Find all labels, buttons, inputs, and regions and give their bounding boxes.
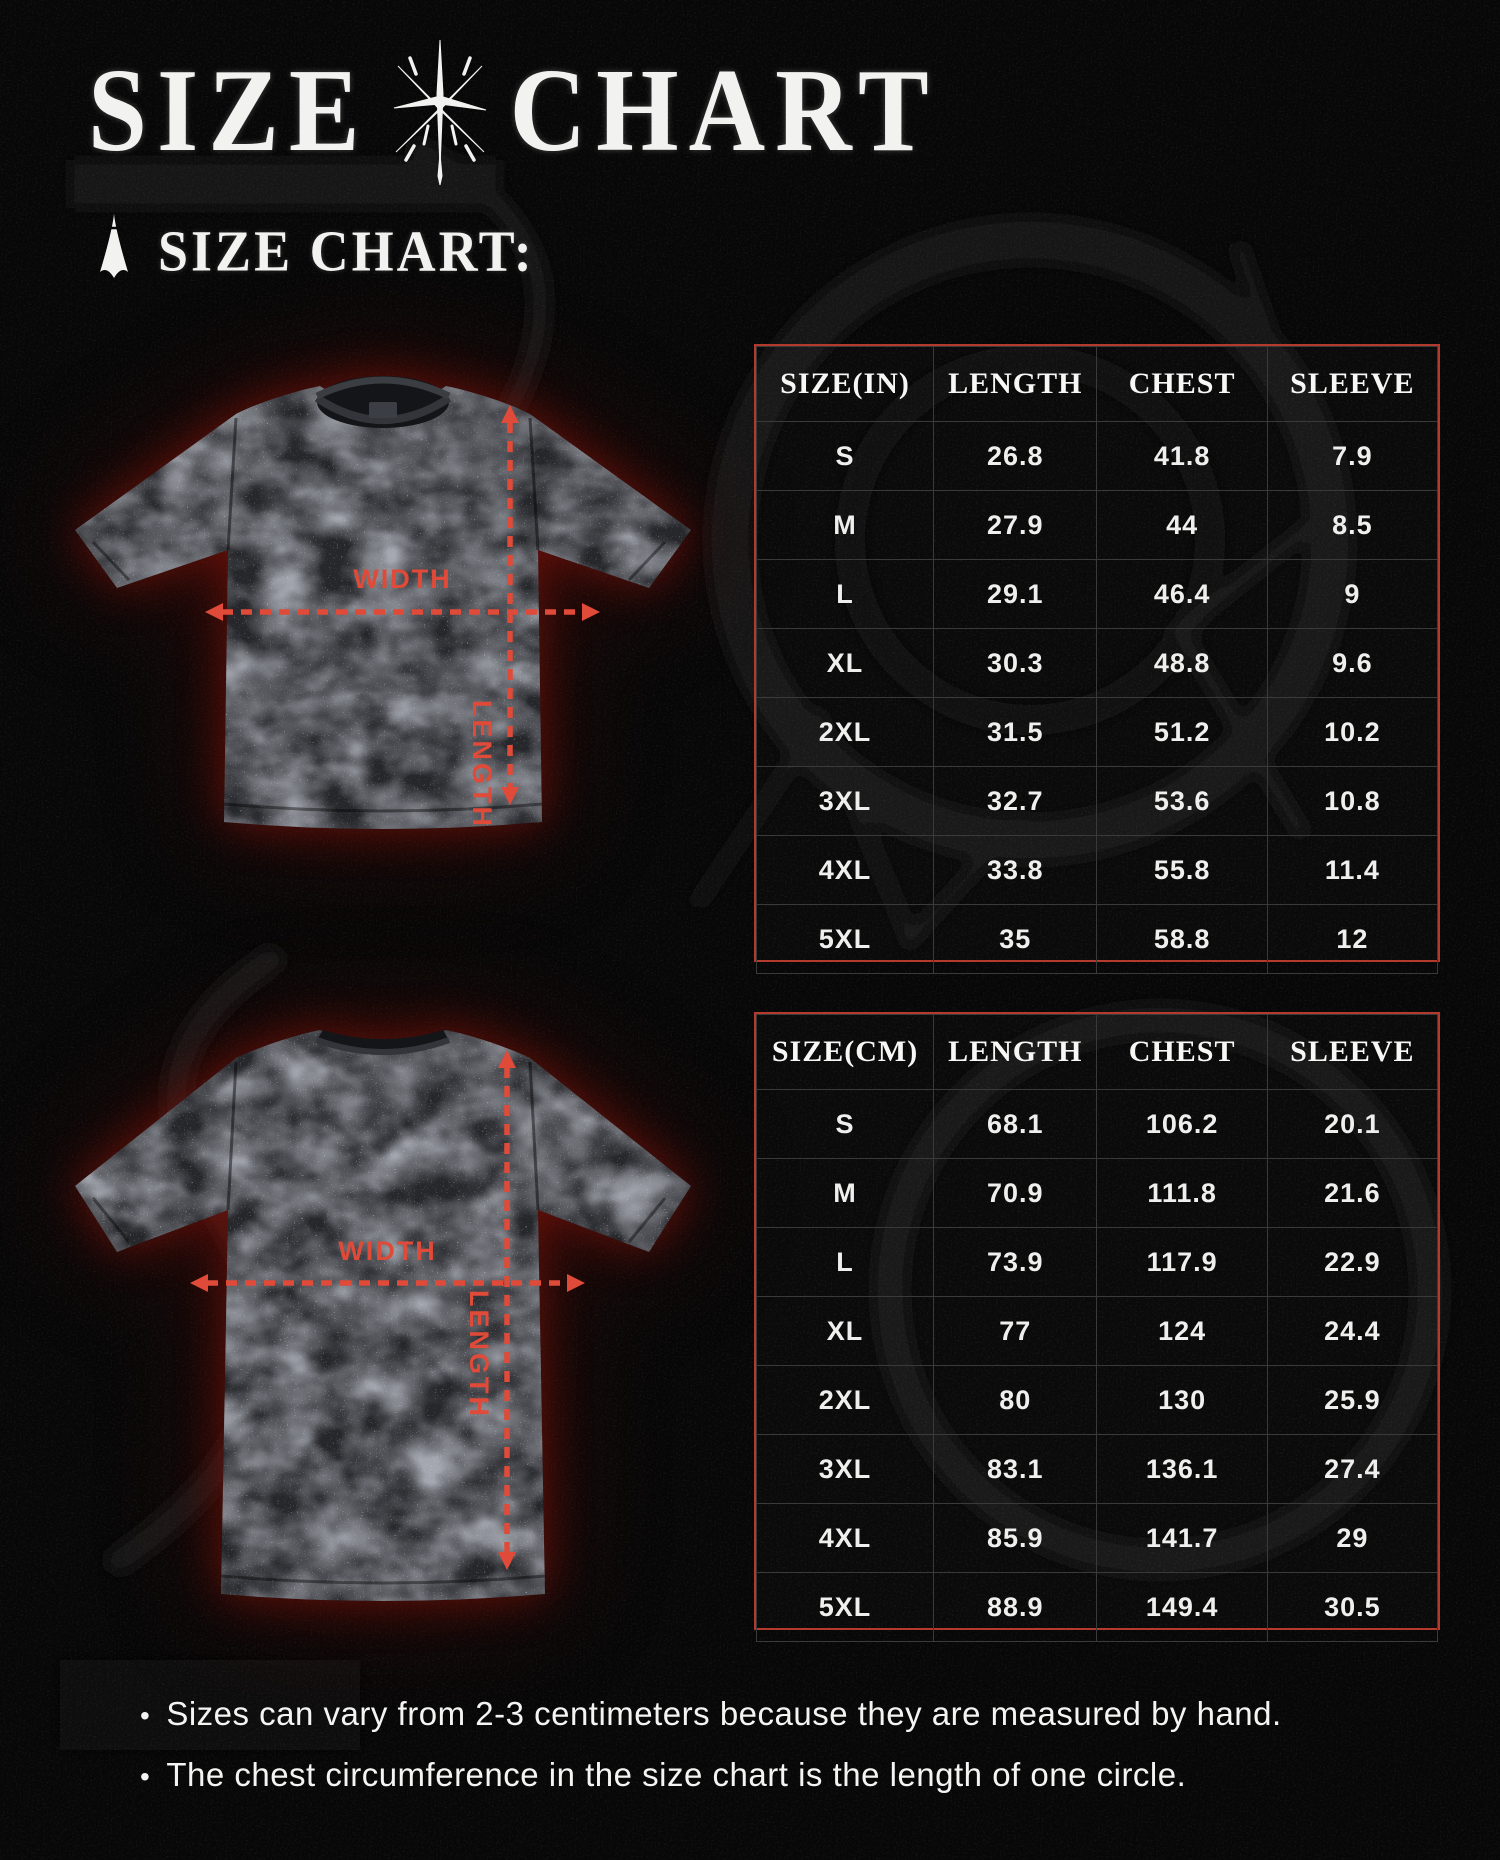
- cell-chest: 136.1: [1097, 1435, 1267, 1504]
- cell-size: M: [757, 491, 934, 560]
- note-text: The chest circumference in the size chart is the length of one circle.: [166, 1756, 1187, 1793]
- size-table-cm: [754, 1012, 1440, 1630]
- cell-length: 80: [934, 1366, 1097, 1435]
- cell-chest: 44: [1097, 491, 1267, 560]
- table-row: [757, 1297, 1438, 1366]
- back-length-label: LENGTH: [464, 1290, 494, 1419]
- note-line: [140, 1753, 1282, 1799]
- cell-size: M: [757, 1159, 934, 1228]
- cell-sleeve: 10.2: [1267, 698, 1437, 767]
- cell-size: 5XL: [757, 905, 934, 974]
- cell-chest: 41.8: [1097, 422, 1267, 491]
- cell-size: 3XL: [757, 767, 934, 836]
- size-table-inches: [754, 344, 1440, 962]
- bullet-marker: •: [140, 1700, 151, 1731]
- column-header: SIZE(IN): [757, 347, 934, 422]
- table-row: [757, 905, 1438, 974]
- table-row: [757, 560, 1438, 629]
- front-width-arrow: [205, 600, 600, 629]
- cell-sleeve: 30.5: [1267, 1573, 1437, 1642]
- cell-size: XL: [757, 629, 934, 698]
- table-header-row: [757, 347, 1438, 422]
- cell-size: S: [757, 422, 934, 491]
- cell-size: 5XL: [757, 1573, 934, 1642]
- spike-arrow-icon: [96, 214, 132, 278]
- column-header: CHEST: [1097, 347, 1267, 422]
- cell-length: 26.8: [934, 422, 1097, 491]
- cell-chest: 130: [1097, 1366, 1267, 1435]
- table-row: [757, 1366, 1438, 1435]
- table-row: [757, 767, 1438, 836]
- column-header: CHEST: [1097, 1015, 1267, 1090]
- table-header-row: [757, 1015, 1438, 1090]
- cell-chest: 149.4: [1097, 1573, 1267, 1642]
- footnotes: [140, 1692, 1282, 1814]
- cell-sleeve: 27.4: [1267, 1435, 1437, 1504]
- back-length-arrow: [495, 1050, 519, 1575]
- cell-chest: 53.6: [1097, 767, 1267, 836]
- cell-chest: 48.8: [1097, 629, 1267, 698]
- cell-sleeve: 21.6: [1267, 1159, 1437, 1228]
- cell-size: XL: [757, 1297, 934, 1366]
- cell-chest: 141.7: [1097, 1504, 1267, 1573]
- cell-size: 2XL: [757, 1366, 934, 1435]
- cell-sleeve: 8.5: [1267, 491, 1437, 560]
- cell-chest: 106.2: [1097, 1090, 1267, 1159]
- tshirt-back-diagram: [63, 1018, 695, 1610]
- title-word-size: SIZE: [88, 44, 370, 176]
- front-width-label: WIDTH: [353, 564, 452, 594]
- cell-sleeve: 9.6: [1267, 629, 1437, 698]
- subtitle-text: SIZE CHART:: [158, 218, 535, 284]
- table-row: [757, 1435, 1438, 1504]
- cell-length: 85.9: [934, 1504, 1097, 1573]
- cell-length: 27.9: [934, 491, 1097, 560]
- front-length-label: LENGTH: [467, 700, 497, 829]
- cell-size: 4XL: [757, 836, 934, 905]
- note-text: Sizes can vary from 2-3 centimeters because they are measured by hand.: [166, 1695, 1282, 1732]
- column-header: LENGTH: [934, 1015, 1097, 1090]
- back-width-label: WIDTH: [338, 1236, 437, 1266]
- table-row: [757, 1090, 1438, 1159]
- table-row: [757, 629, 1438, 698]
- page-title: [88, 36, 939, 186]
- front-length-arrow: [498, 405, 522, 810]
- cell-length: 31.5: [934, 698, 1097, 767]
- cell-size: L: [757, 1228, 934, 1297]
- table-row: [757, 1228, 1438, 1297]
- table-row: [757, 836, 1438, 905]
- cell-sleeve: 22.9: [1267, 1228, 1437, 1297]
- cell-size: L: [757, 560, 934, 629]
- cell-sleeve: 9: [1267, 560, 1437, 629]
- cell-size: 2XL: [757, 698, 934, 767]
- cell-sleeve: 29: [1267, 1504, 1437, 1573]
- cell-length: 73.9: [934, 1228, 1097, 1297]
- tshirt-front-diagram: [63, 372, 695, 838]
- bullet-marker: •: [140, 1761, 151, 1792]
- tshirt-back-image: [63, 1018, 695, 1610]
- column-header: SLEEVE: [1267, 347, 1437, 422]
- cell-chest: 124: [1097, 1297, 1267, 1366]
- cell-sleeve: 11.4: [1267, 836, 1437, 905]
- table-row: [757, 698, 1438, 767]
- cell-sleeve: 24.4: [1267, 1297, 1437, 1366]
- cell-chest: 111.8: [1097, 1159, 1267, 1228]
- cell-size: 3XL: [757, 1435, 934, 1504]
- cell-chest: 117.9: [1097, 1228, 1267, 1297]
- cell-sleeve: 10.8: [1267, 767, 1437, 836]
- column-header: LENGTH: [934, 347, 1097, 422]
- cell-size: 4XL: [757, 1504, 934, 1573]
- cell-length: 33.8: [934, 836, 1097, 905]
- subtitle-row: [96, 214, 535, 284]
- cell-sleeve: 25.9: [1267, 1366, 1437, 1435]
- column-header: SIZE(CM): [757, 1015, 934, 1090]
- column-header: SLEEVE: [1267, 1015, 1437, 1090]
- table-row: [757, 1573, 1438, 1642]
- table-row: [757, 1504, 1438, 1573]
- cell-length: 83.1: [934, 1435, 1097, 1504]
- note-line: [140, 1692, 1282, 1738]
- thorn-star-sigil-icon: [388, 36, 492, 186]
- cell-sleeve: 12: [1267, 905, 1437, 974]
- cell-chest: 51.2: [1097, 698, 1267, 767]
- cell-chest: 55.8: [1097, 836, 1267, 905]
- cell-sleeve: 20.1: [1267, 1090, 1437, 1159]
- cell-length: 70.9: [934, 1159, 1097, 1228]
- cell-size: S: [757, 1090, 934, 1159]
- cell-sleeve: 7.9: [1267, 422, 1437, 491]
- back-width-arrow: [190, 1271, 585, 1300]
- table-row: [757, 422, 1438, 491]
- table-row: [757, 1159, 1438, 1228]
- cell-length: 68.1: [934, 1090, 1097, 1159]
- title-word-chart: CHART: [509, 44, 939, 176]
- cell-chest: 58.8: [1097, 905, 1267, 974]
- cell-length: 32.7: [934, 767, 1097, 836]
- cell-length: 88.9: [934, 1573, 1097, 1642]
- cell-length: 35: [934, 905, 1097, 974]
- cell-length: 77: [934, 1297, 1097, 1366]
- table-row: [757, 491, 1438, 560]
- cell-chest: 46.4: [1097, 560, 1267, 629]
- cell-length: 30.3: [934, 629, 1097, 698]
- cell-length: 29.1: [934, 560, 1097, 629]
